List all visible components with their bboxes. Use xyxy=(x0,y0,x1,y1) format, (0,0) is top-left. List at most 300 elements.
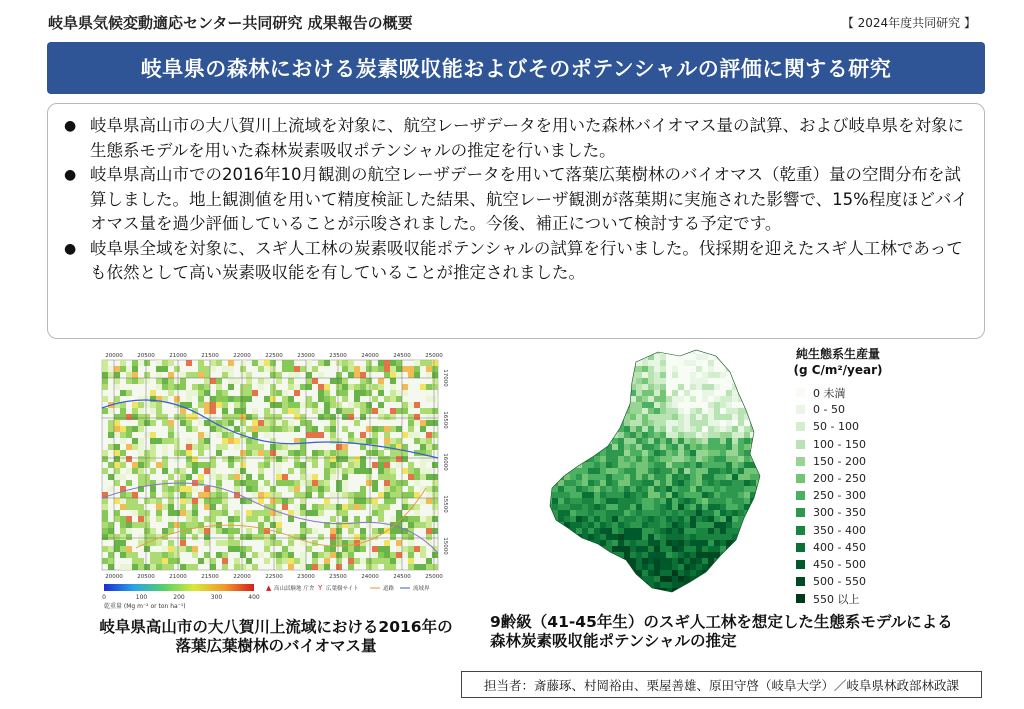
biomass-cell xyxy=(252,450,258,456)
nep-cell xyxy=(732,564,738,570)
legend-office-label: 高山試験地 庁舎 xyxy=(274,586,315,592)
nep-cell xyxy=(564,486,570,492)
nep-cell xyxy=(720,378,726,384)
biomass-cell xyxy=(132,360,138,366)
biomass-cell xyxy=(234,456,240,462)
biomass-cell xyxy=(390,528,396,534)
nep-cell xyxy=(546,516,552,522)
nep-cell xyxy=(594,516,600,522)
biomass-cell xyxy=(144,498,150,504)
biomass-cell xyxy=(300,558,306,564)
biomass-cell xyxy=(318,396,324,402)
nep-cell xyxy=(738,426,744,432)
colorbar-unit: 乾重量 (Mg m⁻² or ton ha⁻¹) xyxy=(104,603,186,610)
nep-cell xyxy=(762,396,768,402)
nep-cell xyxy=(738,504,744,510)
nep-cell xyxy=(702,402,708,408)
nep-cell xyxy=(612,378,618,384)
biomass-cell xyxy=(342,504,348,510)
biomass-cell xyxy=(336,510,342,516)
biomass-cell xyxy=(180,486,186,492)
nep-cell xyxy=(606,480,612,486)
nep-cell xyxy=(678,540,684,546)
nep-cell xyxy=(726,468,732,474)
site-marker-icon: Y xyxy=(318,584,323,592)
nep-cell xyxy=(582,594,588,600)
legend-swatch xyxy=(796,594,805,603)
nep-cell xyxy=(738,438,744,444)
biomass-cell xyxy=(246,474,252,480)
nep-cell xyxy=(708,372,714,378)
nep-cell xyxy=(660,414,666,420)
nep-cell xyxy=(714,474,720,480)
nep-cell xyxy=(576,384,582,390)
biomass-cell xyxy=(402,546,408,552)
nep-cell xyxy=(624,522,630,528)
biomass-cell xyxy=(384,546,390,552)
nep-cell xyxy=(552,468,558,474)
nep-cell xyxy=(678,402,684,408)
biomass-cell xyxy=(216,474,222,480)
nep-cell xyxy=(636,444,642,450)
nep-cell xyxy=(690,528,696,534)
nep-cell xyxy=(690,552,696,558)
nep-cell xyxy=(684,378,690,384)
nep-cell xyxy=(714,564,720,570)
legend-swatch xyxy=(796,440,805,449)
legend-label: 200 - 250 xyxy=(813,472,866,486)
biomass-cell xyxy=(150,492,156,498)
nep-cell xyxy=(600,432,606,438)
nep-cell xyxy=(732,372,738,378)
nep-cell xyxy=(618,534,624,540)
nep-cell xyxy=(726,360,732,366)
nep-cell xyxy=(690,384,696,390)
biomass-cell xyxy=(252,552,258,558)
nep-cell xyxy=(696,582,702,588)
biomass-cell xyxy=(144,372,150,378)
biomass-cell xyxy=(372,432,378,438)
biomass-cell xyxy=(168,474,174,480)
nep-cell xyxy=(654,492,660,498)
nep-cell xyxy=(744,558,750,564)
biomass-cell xyxy=(420,384,426,390)
nep-cell xyxy=(588,384,594,390)
nep-cell xyxy=(702,384,708,390)
nep-cell xyxy=(702,366,708,372)
biomass-cell xyxy=(294,558,300,564)
biomass-cell xyxy=(174,396,180,402)
biomass-cell xyxy=(114,384,120,390)
nep-cell xyxy=(738,450,744,456)
nep-cell xyxy=(570,474,576,480)
nep-cell xyxy=(720,456,726,462)
biomass-cell xyxy=(102,498,108,504)
biomass-cell xyxy=(348,462,354,468)
x-tick-label: 22500 xyxy=(265,574,283,580)
biomass-cell xyxy=(240,552,246,558)
biomass-cell xyxy=(384,438,390,444)
nep-cell xyxy=(558,534,564,540)
nep-cell xyxy=(684,432,690,438)
nep-cell xyxy=(696,540,702,546)
nep-cell xyxy=(636,552,642,558)
biomass-cell xyxy=(402,414,408,420)
nep-cell xyxy=(684,558,690,564)
nep-cell xyxy=(714,408,720,414)
nep-cell xyxy=(690,450,696,456)
summary-bullet-3 xyxy=(64,237,968,286)
nep-cell xyxy=(552,558,558,564)
biomass-cell xyxy=(360,534,366,540)
nep-cell xyxy=(558,366,564,372)
nep-cell xyxy=(636,594,642,600)
biomass-cell xyxy=(336,540,342,546)
nep-cell xyxy=(552,360,558,366)
nep-cell xyxy=(732,504,738,510)
biomass-cell xyxy=(336,564,342,570)
nep-cell xyxy=(696,474,702,480)
nep-cell xyxy=(732,432,738,438)
nep-cell xyxy=(732,390,738,396)
nep-cell xyxy=(690,516,696,522)
biomass-cell xyxy=(210,516,216,522)
biomass-cell xyxy=(192,534,198,540)
nep-cell xyxy=(558,504,564,510)
biomass-cell xyxy=(174,456,180,462)
nep-cell xyxy=(564,444,570,450)
nep-cell xyxy=(648,450,654,456)
nep-cell xyxy=(642,360,648,366)
nep-cell xyxy=(714,528,720,534)
nep-cell xyxy=(630,462,636,468)
biomass-cell xyxy=(168,420,174,426)
nep-cell xyxy=(768,372,774,378)
nep-cell xyxy=(540,456,546,462)
nep-cell xyxy=(582,426,588,432)
biomass-cell xyxy=(264,426,270,432)
nep-cell xyxy=(702,540,708,546)
biomass-cell xyxy=(372,498,378,504)
nep-cell xyxy=(546,510,552,516)
nep-cell xyxy=(732,582,738,588)
biomass-cell xyxy=(108,474,114,480)
nep-cell xyxy=(588,372,594,378)
nep-cell xyxy=(762,408,768,414)
nep-cell xyxy=(672,360,678,366)
nep-cell xyxy=(756,414,762,420)
biomass-cell xyxy=(426,366,432,372)
nep-cell xyxy=(672,384,678,390)
biomass-cell xyxy=(270,384,276,390)
biomass-cell xyxy=(354,396,360,402)
biomass-cell xyxy=(342,378,348,384)
nep-cell xyxy=(582,546,588,552)
biomass-cell xyxy=(414,522,420,528)
biomass-cell xyxy=(318,450,324,456)
nep-cell xyxy=(666,462,672,468)
nep-cell xyxy=(690,522,696,528)
nep-cell xyxy=(738,432,744,438)
biomass-cell xyxy=(252,360,258,366)
nep-cell xyxy=(600,582,606,588)
nep-cell xyxy=(612,486,618,492)
nep-cell xyxy=(660,468,666,474)
nep-cell xyxy=(582,480,588,486)
nep-cell xyxy=(582,582,588,588)
nep-cell xyxy=(750,378,756,384)
summary-text-1: 岐阜県高山市の大八賀川上流域を対象に、航空レーザデータを用いた森林バイオマス量の試算、および岐阜県を対象に生態系モデルを用いた森林炭素吸収ポテンシャルの推定を行いました。 xyxy=(90,116,965,160)
biomass-cell xyxy=(162,444,168,450)
nep-cell xyxy=(756,426,762,432)
nep-cell xyxy=(570,456,576,462)
biomass-cell xyxy=(192,414,198,420)
biomass-cell xyxy=(186,474,192,480)
nep-cell xyxy=(750,594,756,600)
nep-cell xyxy=(570,492,576,498)
biomass-cell xyxy=(204,552,210,558)
biomass-cell xyxy=(270,360,276,366)
biomass-cell xyxy=(420,474,426,480)
nep-cell xyxy=(714,546,720,552)
nep-cell xyxy=(732,486,738,492)
biomass-cell xyxy=(198,474,204,480)
nep-cell xyxy=(564,534,570,540)
biomass-cell xyxy=(240,420,246,426)
biomass-cell xyxy=(270,522,276,528)
legend-entry xyxy=(778,573,898,590)
biomass-cell xyxy=(270,534,276,540)
nep-cell xyxy=(750,384,756,390)
nep-cell xyxy=(762,534,768,540)
biomass-cell xyxy=(390,456,396,462)
nep-cell xyxy=(540,378,546,384)
biomass-cell xyxy=(390,450,396,456)
legend-label: 300 - 350 xyxy=(813,506,866,520)
biomass-cell xyxy=(138,396,144,402)
nep-cell xyxy=(726,510,732,516)
biomass-cell xyxy=(324,384,330,390)
nep-cell xyxy=(630,432,636,438)
nep-cell xyxy=(648,492,654,498)
biomass-cell xyxy=(366,468,372,474)
nep-cell xyxy=(558,390,564,396)
nep-cell xyxy=(636,378,642,384)
biomass-cell xyxy=(114,498,120,504)
nep-cell xyxy=(684,354,690,360)
nep-cell xyxy=(672,558,678,564)
biomass-cell xyxy=(192,456,198,462)
nep-cell xyxy=(744,564,750,570)
biomass-cell xyxy=(204,402,210,408)
nep-cell xyxy=(540,444,546,450)
nep-cell xyxy=(768,420,774,426)
biomass-cell xyxy=(324,402,330,408)
nep-cell xyxy=(564,570,570,576)
nep-cell xyxy=(726,492,732,498)
biomass-cell xyxy=(312,402,318,408)
biomass-cell xyxy=(234,480,240,486)
nep-cell xyxy=(612,456,618,462)
nep-cell xyxy=(726,528,732,534)
biomass-cell xyxy=(318,552,324,558)
biomass-cell xyxy=(162,462,168,468)
biomass-cell xyxy=(108,462,114,468)
biomass-cell xyxy=(156,366,162,372)
biomass-cell xyxy=(198,450,204,456)
nep-cell xyxy=(726,348,732,354)
legend-entry xyxy=(778,453,898,470)
nep-cell xyxy=(588,588,594,594)
nep-cell xyxy=(732,570,738,576)
nep-cell xyxy=(684,366,690,372)
nep-cell xyxy=(558,432,564,438)
biomass-cell xyxy=(144,432,150,438)
biomass-cell xyxy=(396,480,402,486)
biomass-cell xyxy=(234,516,240,522)
biomass-cell xyxy=(390,360,396,366)
nep-cell xyxy=(702,396,708,402)
nep-cell xyxy=(684,540,690,546)
nep-cell xyxy=(648,504,654,510)
biomass-cell xyxy=(258,486,264,492)
nep-cell xyxy=(738,468,744,474)
biomass-cell xyxy=(264,378,270,384)
nep-cell xyxy=(588,498,594,504)
nep-cell xyxy=(666,534,672,540)
biomass-cell xyxy=(330,378,336,384)
nep-cell xyxy=(768,582,774,588)
biomass-cell xyxy=(150,450,156,456)
biomass-cell xyxy=(108,426,114,432)
nep-cell xyxy=(756,384,762,390)
nep-cell xyxy=(756,360,762,366)
nep-cell xyxy=(762,414,768,420)
nep-cell xyxy=(726,420,732,426)
nep-cell xyxy=(714,360,720,366)
gifu-nep-map xyxy=(540,348,786,610)
nep-cell xyxy=(648,390,654,396)
biomass-cell xyxy=(174,384,180,390)
biomass-cell xyxy=(102,450,108,456)
biomass-cell xyxy=(378,384,384,390)
nep-cell xyxy=(690,534,696,540)
biomass-cell xyxy=(378,360,384,366)
nep-cell xyxy=(582,564,588,570)
biomass-cell xyxy=(324,408,330,414)
biomass-cell xyxy=(276,474,282,480)
biomass-cell xyxy=(138,468,144,474)
nep-cell xyxy=(690,486,696,492)
nep-cell xyxy=(714,480,720,486)
nep-cell xyxy=(648,594,654,600)
biomass-cell xyxy=(204,438,210,444)
nep-cell xyxy=(702,438,708,444)
biomass-cell xyxy=(390,486,396,492)
nep-cell xyxy=(630,378,636,384)
nep-cell xyxy=(744,516,750,522)
biomass-cell xyxy=(330,492,336,498)
nep-cell xyxy=(558,492,564,498)
biomass-cell xyxy=(342,426,348,432)
legend-label: 500 - 550 xyxy=(813,575,866,589)
x-tick-label: 20000 xyxy=(105,353,123,359)
biomass-cell xyxy=(330,528,336,534)
nep-cell xyxy=(630,354,636,360)
nep-cell xyxy=(720,360,726,366)
biomass-cell xyxy=(168,390,174,396)
biomass-cell xyxy=(432,384,438,390)
nep-cell xyxy=(612,372,618,378)
nep-cell xyxy=(738,408,744,414)
biomass-cell xyxy=(294,510,300,516)
nep-cell xyxy=(642,516,648,522)
legend-swatch xyxy=(796,491,805,500)
nep-cell xyxy=(648,348,654,354)
nep-cell xyxy=(672,522,678,528)
nep-cell xyxy=(684,396,690,402)
biomass-cell xyxy=(210,378,216,384)
nep-cell xyxy=(552,522,558,528)
nep-cell xyxy=(720,540,726,546)
nep-cell xyxy=(732,546,738,552)
nep-cell xyxy=(576,408,582,414)
biomass-cell xyxy=(216,390,222,396)
biomass-cell xyxy=(300,402,306,408)
nep-cell xyxy=(570,366,576,372)
nep-cell xyxy=(594,504,600,510)
nep-cell xyxy=(612,426,618,432)
nep-cell xyxy=(690,510,696,516)
nep-cell xyxy=(606,348,612,354)
nep-cell xyxy=(636,480,642,486)
nep-cell xyxy=(582,528,588,534)
biomass-cell xyxy=(276,390,282,396)
nep-cell xyxy=(582,492,588,498)
biomass-cell xyxy=(162,546,168,552)
biomass-cell xyxy=(312,378,318,384)
nep-cell xyxy=(744,504,750,510)
biomass-cell xyxy=(246,384,252,390)
biomass-cell xyxy=(156,360,162,366)
nep-cell xyxy=(552,444,558,450)
nep-cell xyxy=(546,534,552,540)
nep-cell xyxy=(600,426,606,432)
nep-cell xyxy=(582,588,588,594)
nep-cell xyxy=(636,432,642,438)
colorbar-tick-label: 0 xyxy=(102,594,106,601)
biomass-cell xyxy=(432,474,438,480)
biomass-cell xyxy=(270,420,276,426)
biomass-cell xyxy=(264,546,270,552)
summary-box xyxy=(47,103,985,339)
nep-cell xyxy=(594,390,600,396)
biomass-cell xyxy=(246,564,252,570)
biomass-cell xyxy=(330,414,336,420)
biomass-cell xyxy=(384,486,390,492)
nep-cell xyxy=(696,558,702,564)
nep-cell xyxy=(576,438,582,444)
nep-cell xyxy=(588,576,594,582)
nep-cell xyxy=(570,414,576,420)
biomass-cell xyxy=(348,468,354,474)
nep-cell xyxy=(696,564,702,570)
nep-cell xyxy=(552,546,558,552)
biomass-cell xyxy=(180,534,186,540)
nep-cell xyxy=(672,456,678,462)
biomass-cell xyxy=(150,402,156,408)
biomass-cell xyxy=(192,444,198,450)
